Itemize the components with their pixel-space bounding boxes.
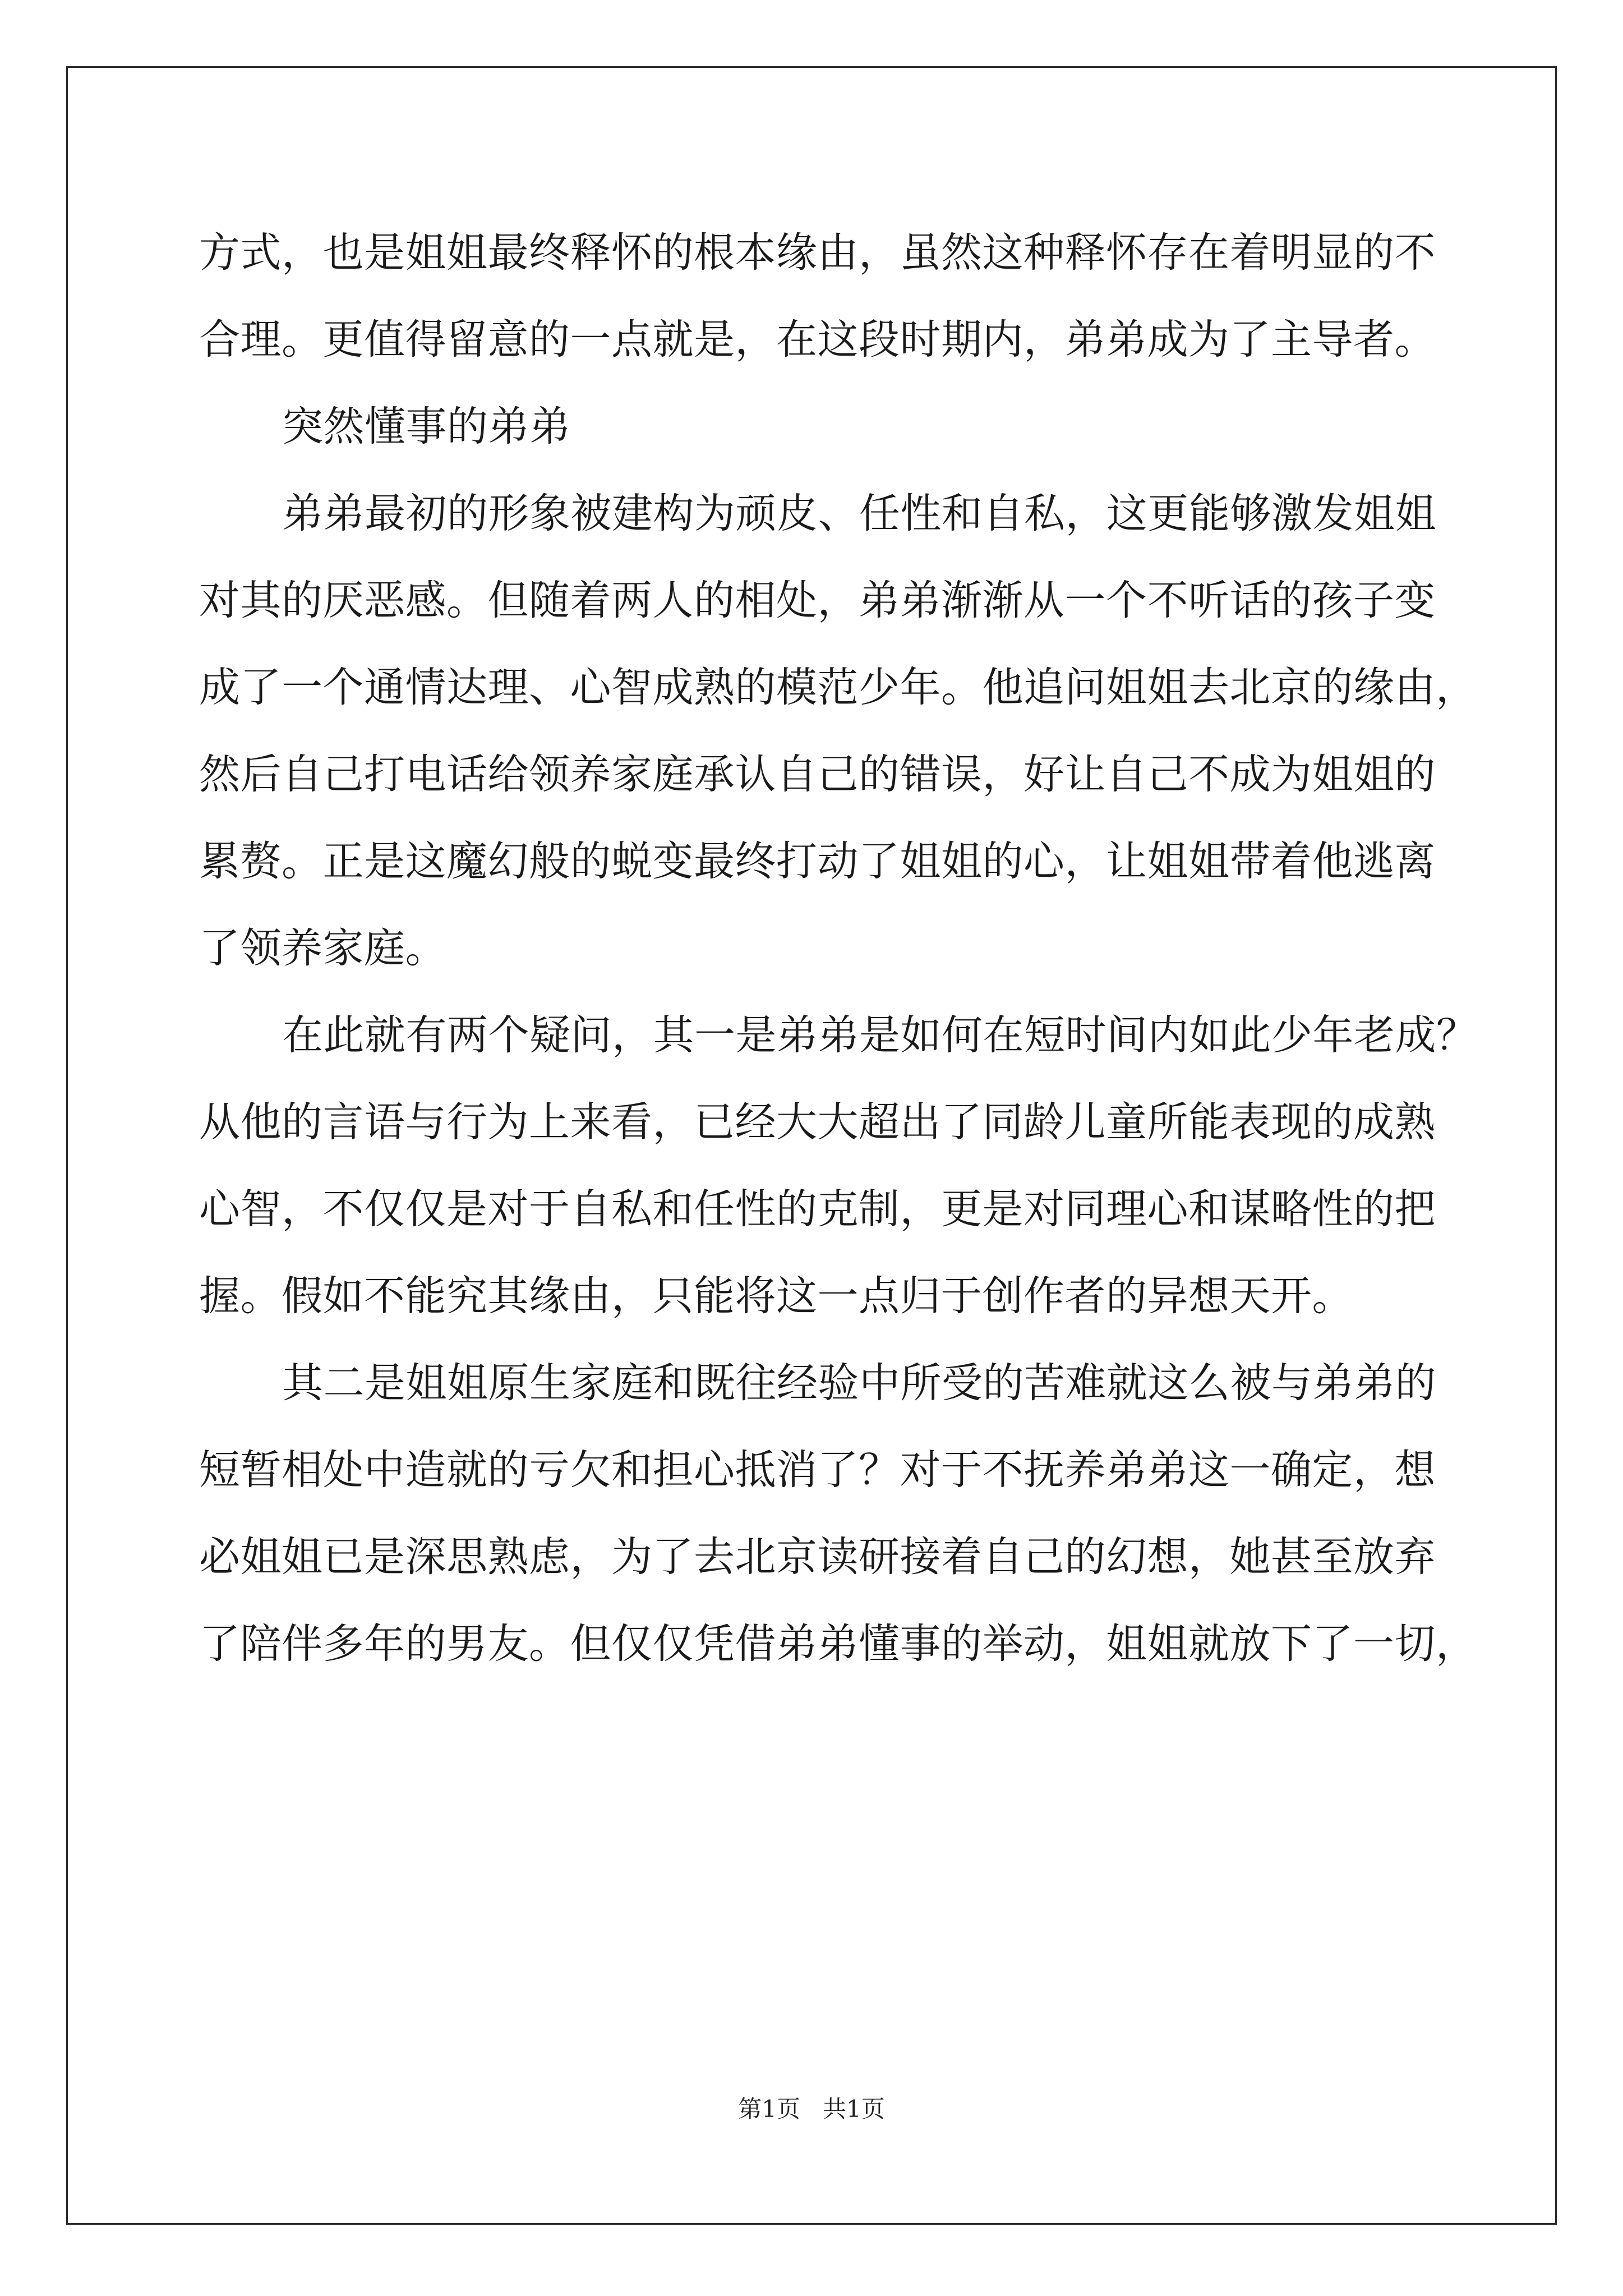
text-line: 累赘。正是这魔幻般的蜕变最终打动了姐姐的心，让姐姐带着他逃离 (199, 838, 1436, 885)
text-line: 必姐姐已是深思熟虑，为了去北京读研接着自己的幻想，她甚至放弃 (199, 1533, 1436, 1581)
text-line: 在此就有两个疑问，其一是弟弟是如何在短时间内如此少年老成？ (282, 1011, 1478, 1059)
text-line: 对其的厌恶感。但随着两人的相处，弟弟渐渐从一个不听话的孩子变 (199, 577, 1436, 624)
text-line: 合理。更值得留意的一点就是，在这段时期内，弟弟成为了主导者。 (199, 316, 1436, 364)
text-line: 突然懂事的弟弟 (282, 403, 571, 450)
page-footer (0, 2092, 1623, 2126)
text-line: 握。假如不能究其缘由，只能将这一点归于创作者的异想天开。 (199, 1272, 1353, 1320)
text-line: 成了一个通情达理、心智成熟的模范少年。他追问姐姐去北京的缘由， (199, 664, 1477, 711)
text-line: 然后自己打电话给领养家庭承认自己的错误，好让自己不成为姐姐的 (199, 751, 1436, 798)
text-line: 了陪伴多年的男友。但仅仅凭借弟弟懂事的举动，姐姐就放下了一切， (199, 1620, 1477, 1668)
text-line: 了领养家庭。 (199, 924, 446, 972)
current-page-label: 第1页 (738, 2095, 800, 2123)
text-line: 心智，不仅仅是对于自私和任性的克制，更是对同理心和谋略性的把 (199, 1185, 1436, 1233)
text-line: 弟弟最初的形象被建构为顽皮、任性和自私，这更能够激发姐姐 (282, 490, 1436, 537)
text-line: 从他的言语与行为上来看，已经大大超出了同龄儿童所能表现的成熟 (199, 1098, 1436, 1146)
total-pages-label: 共1页 (823, 2095, 885, 2123)
text-line: 方式，也是姐姐最终释怀的根本缘由，虽然这种释怀存在着明显的不 (199, 229, 1436, 277)
text-line: 短暂相处中造就的亏欠和担心抵消了？对于不抚养弟弟这一确定，想 (199, 1446, 1436, 1494)
text-line: 其二是姐姐原生家庭和既往经验中所受的苦难就这么被与弟弟的 (282, 1359, 1436, 1407)
document-body (199, 209, 1478, 1687)
